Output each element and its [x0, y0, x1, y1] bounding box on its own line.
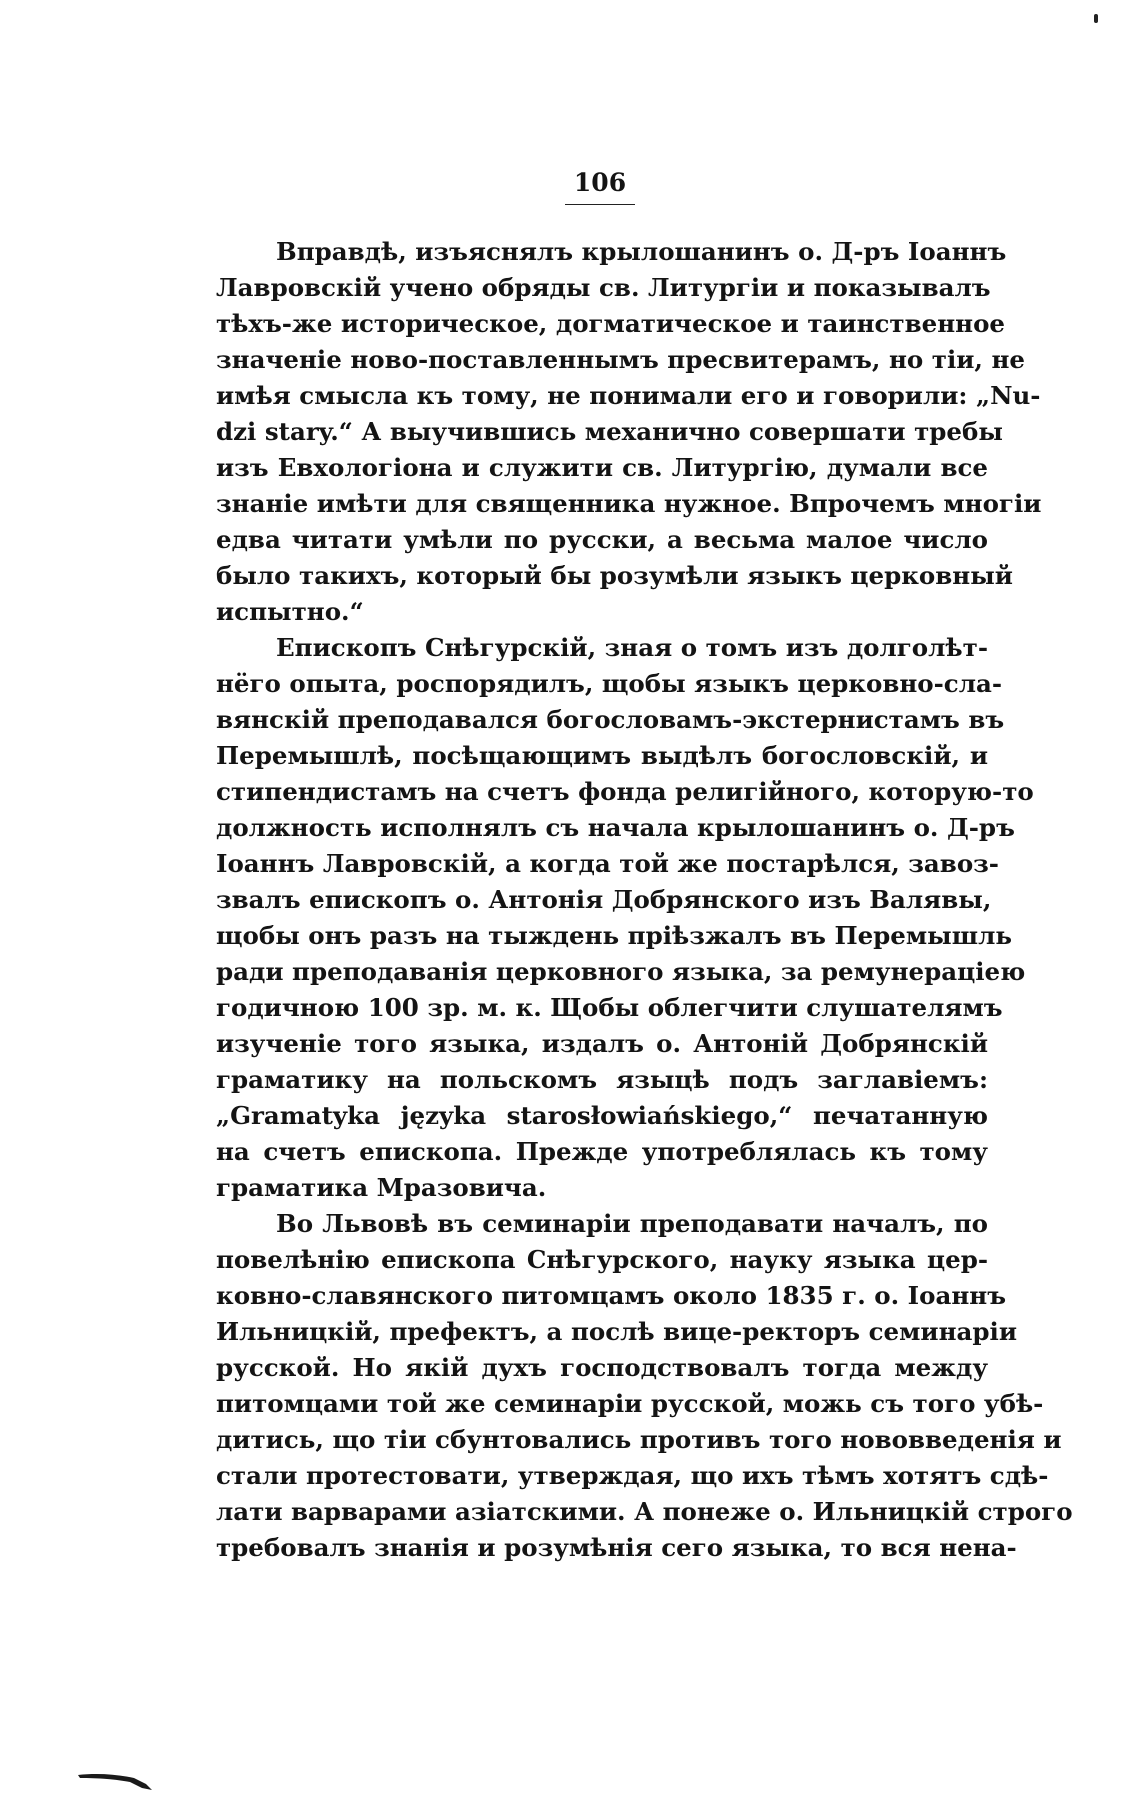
text-line: испытно.“ — [216, 597, 364, 626]
text-line: значеніе ново-поставленнымъ пресвитерамъ, но тіи, не — [216, 345, 1026, 374]
text-line: годичною 100 зр. м. к. Щобы облегчити слушателямъ — [216, 993, 1003, 1022]
text-line: изъ Евхологіона и служити св. Литургію, думали все — [216, 453, 988, 482]
page-number: 106 — [573, 168, 627, 197]
text-line: русской. Но якій духъ господствовалъ тогда между — [216, 1353, 988, 1382]
text-line: граматика Мразовича. — [216, 1173, 547, 1202]
paragraph-2 — [216, 630, 1034, 1206]
text-line: имѣя смысла къ тому, не понимали его и говорили: „Nu- — [216, 381, 1041, 410]
text-line: знаніе имѣти для священника нужное. Впрочемъ многіи — [216, 489, 1042, 518]
text-line: дитись, що тіи сбунтовались противъ того нововведенія и — [216, 1425, 1062, 1454]
text-line: Перемышлѣ, посѣщающимъ выдѣлъ богословскій, и — [216, 741, 988, 770]
text-line: звалъ епископъ о. Антонія Добрянского изъ Валявы, — [216, 885, 992, 914]
text-line: требовалъ знанія и розумѣнія сего языка, то вся нена- — [216, 1533, 1017, 1562]
text-line: должность исполнялъ съ начала крылошанинъ о. Д-ръ — [216, 813, 1015, 842]
paragraph-1 — [216, 234, 1042, 630]
text-line: „Gramatyka języka starosłowiańskiego,“ печатанную — [216, 1101, 988, 1130]
text-line: граматику на польскомъ языцѣ подъ заглавіемъ: — [216, 1065, 988, 1094]
text-line: Лавровскій учено обряды св. Литургіи и показывалъ — [216, 273, 991, 302]
text-line: тѣхъ-же историческое, догматическое и таинственное — [216, 309, 1006, 338]
text-line: ковно-славянского питомцамъ около 1835 г. о. Іоаннъ — [216, 1281, 1006, 1310]
text-line: едва читати умѣли по русски, а весьма малое число — [216, 525, 988, 554]
text-line: Во Львовѣ въ семинаріи преподавати началъ, по — [276, 1209, 988, 1238]
text-line: Ильницкій, префектъ, а послѣ вице-ректоръ семинаріи — [216, 1317, 1017, 1346]
page-number-underline — [565, 204, 635, 205]
text-line: Іоаннъ Лавровскій, а когда той же постарѣлся, завоз- — [216, 849, 999, 878]
text-line: стали протестовати, утверждая, що ихъ тѣмъ хотятъ сдѣ- — [216, 1461, 1049, 1490]
text-line: питомцами той же семинаріи русской, можь съ того убѣ- — [216, 1389, 1044, 1418]
text-line: на счетъ епископа. Прежде употреблялась къ тому — [216, 1137, 988, 1166]
text-line: изученіе того языка, издалъ о. Антоній Добрянскій — [216, 1029, 988, 1058]
ink-smudge-mark — [76, 1770, 156, 1792]
text-line: стипендистамъ на счетъ фонда религійного, которую-то — [216, 777, 1034, 806]
text-line: ради преподаванія церковного языка, за ремунераціею — [216, 957, 1026, 986]
text-line: вянскій преподавался богословамъ-экстернистамъ въ — [216, 705, 1005, 734]
ink-speck — [1094, 14, 1098, 23]
text-line: повелѣнію епископа Снѣгурского, науку языка цер- — [216, 1245, 988, 1274]
text-line: лати варварами азіатскими. А понеже о. Ильницкій строго — [216, 1497, 1073, 1526]
text-line: dzi stary.“ А выучившись механично совершати требы — [216, 417, 1003, 446]
paragraph-3 — [216, 1206, 1073, 1566]
text-body — [216, 234, 1073, 1566]
text-line: Епископъ Снѣгурскій, зная о томъ изъ долголѣт- — [276, 633, 988, 662]
text-line: было такихъ, который бы розумѣли языкъ церковный — [216, 561, 1013, 590]
text-line: щобы онъ разъ на тыждень пріѣзжалъ въ Перемышль — [216, 921, 1012, 950]
text-line: Вправдѣ, изъяснялъ крылошанинъ о. Д-ръ Іоаннъ — [276, 237, 1007, 266]
text-line: нёго опыта, роспорядилъ, щобы языкъ церковно-сла- — [216, 669, 1003, 698]
